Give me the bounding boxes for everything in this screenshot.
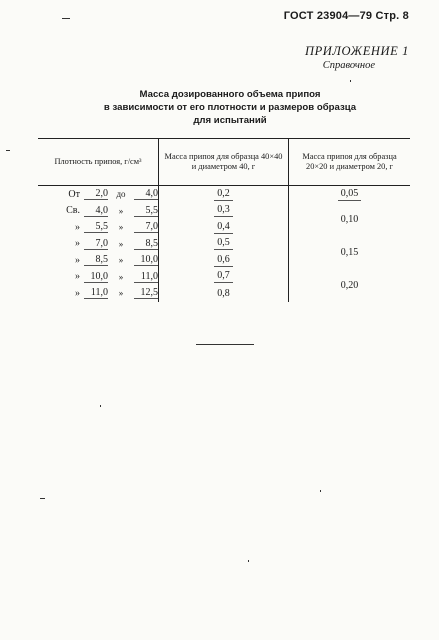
- range-prefix: Св.: [66, 205, 80, 217]
- range-to: 8,5: [134, 238, 158, 250]
- range-word: »: [118, 271, 124, 282]
- solder-mass-table: [38, 138, 410, 302]
- caption-line-3: для испытаний: [193, 115, 267, 126]
- range-word: »: [118, 222, 124, 233]
- range-to: 4,0: [134, 188, 158, 200]
- range-prefix: »: [75, 287, 80, 299]
- range-from: 11,0: [84, 287, 108, 299]
- range-word: до: [116, 189, 126, 200]
- range-prefix: »: [75, 271, 80, 283]
- range-from: 10,0: [84, 271, 108, 283]
- range-word: »: [118, 238, 124, 249]
- range-from: 2,0: [84, 188, 108, 200]
- table-row: [38, 236, 410, 253]
- scan-speck: [248, 560, 249, 562]
- range-from: 8,5: [84, 254, 108, 266]
- mass-40-value: 0,8: [217, 287, 230, 299]
- scan-speck: [320, 490, 321, 492]
- scan-speck: [62, 18, 70, 19]
- table-row: [38, 186, 410, 203]
- mass-20-value: 0,05: [338, 188, 362, 201]
- table-row: [38, 269, 410, 286]
- range-prefix: От: [68, 188, 80, 200]
- range-prefix: »: [75, 221, 80, 233]
- range-to: 7,0: [134, 221, 158, 233]
- mass-40-value: 0,2: [214, 188, 233, 201]
- table-row: [38, 203, 410, 220]
- mass-40-value: 0,7: [214, 270, 233, 283]
- appendix-title: ПРИЛОЖЕНИЕ 1: [304, 44, 409, 58]
- range-prefix: »: [75, 254, 80, 266]
- mass-20-value: 0,10: [340, 213, 359, 225]
- scan-speck: [40, 498, 45, 499]
- scan-speck: [350, 80, 351, 82]
- range-to: 12,5: [134, 287, 158, 299]
- range-from: 4,0: [84, 205, 108, 217]
- range-from: 5,5: [84, 221, 108, 233]
- range-to: 10,0: [134, 254, 158, 266]
- table-caption: [90, 88, 370, 127]
- header-mass-40: Масса припоя для образца 40×40 и диаметром 40, г: [159, 139, 289, 186]
- header-density: Плотность припоя, г/см³: [38, 139, 159, 186]
- range-word: »: [118, 205, 124, 216]
- page-header: ГОСТ 23904—79 Стр. 8: [283, 10, 409, 22]
- mass-20-value: 0,20: [340, 279, 359, 291]
- scan-speck: [6, 150, 10, 151]
- mass-40-value: 0,6: [214, 254, 233, 267]
- mass-20-value: 0,15: [340, 246, 359, 258]
- end-rule: [196, 344, 254, 345]
- scan-speck: [100, 405, 101, 407]
- mass-40-value: 0,5: [214, 237, 233, 250]
- caption-line-1: Масса дозированного объема припоя: [139, 89, 321, 100]
- range-prefix: »: [75, 238, 80, 250]
- range-word: »: [118, 288, 124, 299]
- header-mass-20: Масса припоя для образца 20×20 и диаметром 20, г: [289, 139, 411, 186]
- mass-40-value: 0,4: [214, 221, 233, 234]
- caption-line-2: в зависимости от его плотности и размеров образца: [103, 102, 357, 113]
- range-from: 7,0: [84, 238, 108, 250]
- mass-40-value: 0,3: [214, 204, 233, 217]
- range-to: 11,0: [134, 271, 158, 283]
- range-word: »: [118, 255, 124, 266]
- appendix-subtitle: Справочное: [322, 60, 375, 71]
- range-to: 5,5: [134, 205, 158, 217]
